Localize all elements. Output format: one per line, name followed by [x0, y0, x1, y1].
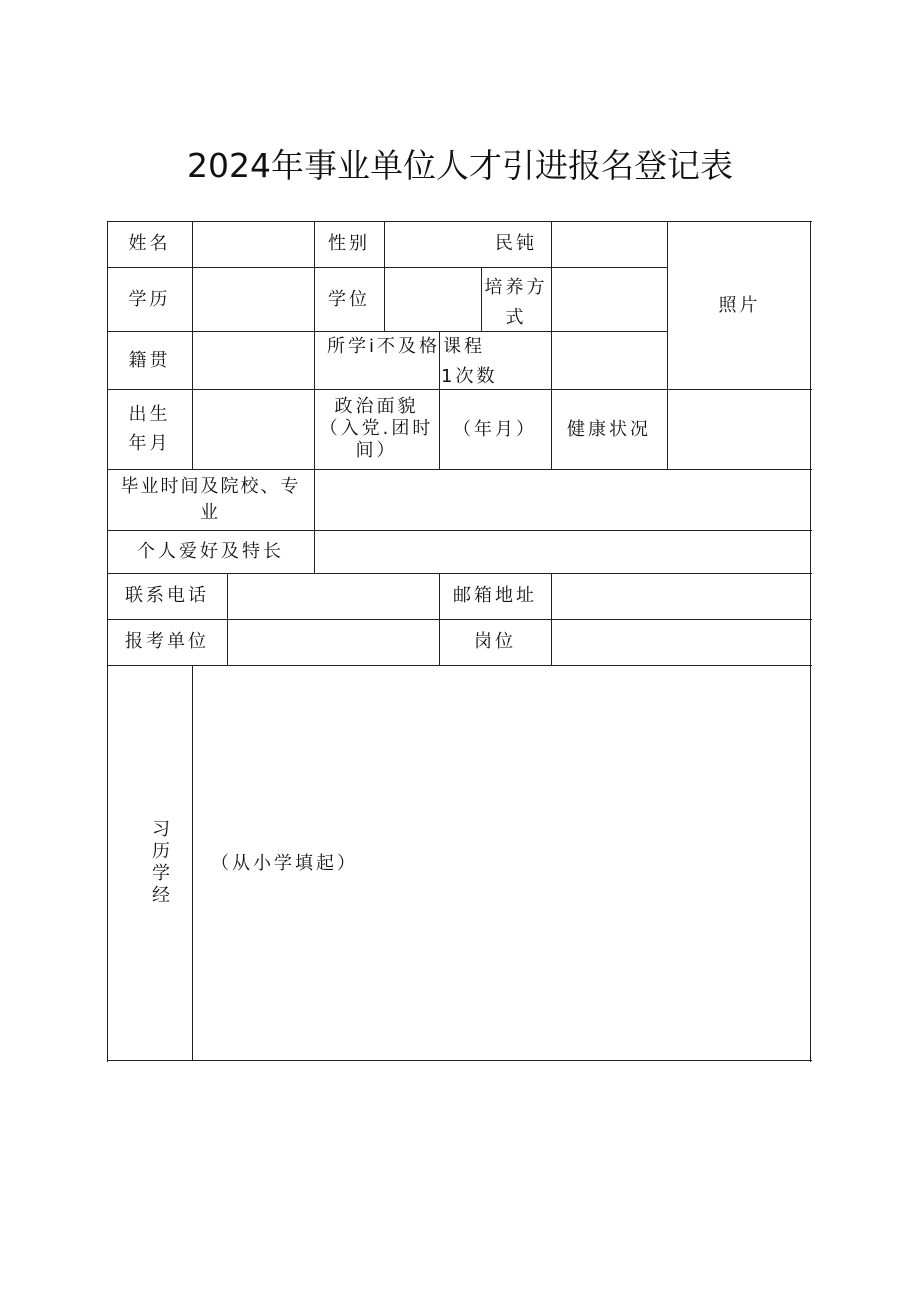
year-month-hint[interactable]: （年月）: [453, 419, 537, 440]
native-place-field[interactable]: [194, 333, 312, 387]
border-bottom: [107, 1060, 812, 1061]
birth-field[interactable]: [194, 391, 312, 467]
study-history-field[interactable]: [194, 667, 809, 1059]
health-field[interactable]: [669, 391, 809, 467]
position-label: 岗位: [474, 631, 516, 652]
degree-label: 学位: [328, 289, 370, 310]
position-field[interactable]: [553, 621, 809, 663]
failed-courses-label: 所学i不及格: [327, 336, 441, 357]
graduation-label-2: 业: [200, 502, 221, 523]
applied-unit-label: 报考单位: [125, 631, 209, 652]
applied-unit-field[interactable]: [229, 621, 437, 663]
education-label: 学历: [128, 289, 171, 310]
graduation-label: 毕业时间及院校、专: [120, 476, 301, 497]
gender-label: 性别: [328, 233, 370, 254]
birth-label-2: 年月: [128, 433, 171, 454]
name-label: 姓名: [128, 233, 171, 254]
hobbies-field[interactable]: [316, 532, 809, 571]
name-field[interactable]: [194, 223, 312, 265]
phone-field[interactable]: [229, 575, 437, 617]
email-field[interactable]: [553, 575, 809, 617]
hobbies-label: 个人爱好及特长: [137, 541, 284, 562]
training-mode-label: 培养方: [484, 277, 548, 298]
health-label: 健康状况: [567, 419, 651, 440]
failed-courses-label-2: 课程: [443, 336, 485, 357]
native-place-label: 籍贯: [128, 350, 171, 371]
study-history-label: 习历学经: [152, 819, 170, 906]
phone-label: 联系电话: [125, 585, 209, 606]
political-label-3: 间）: [355, 440, 398, 461]
degree-field[interactable]: [386, 269, 479, 329]
photo-field[interactable]: [669, 223, 809, 387]
registration-form: [107, 221, 812, 1062]
ethnicity-label: 民钝: [495, 233, 537, 254]
graduation-field[interactable]: [316, 471, 809, 528]
ethnicity-field[interactable]: [553, 223, 665, 265]
training-mode-field[interactable]: [553, 269, 665, 329]
failed-courses-field[interactable]: [553, 333, 665, 387]
political-label-2: （入党.团时: [319, 418, 434, 439]
photo-label: 照片: [718, 295, 761, 316]
border-right: [810, 221, 811, 1062]
political-label: 政治面貌: [334, 396, 419, 417]
page-title: 2024年事业单位人才引进报名登记表: [187, 146, 733, 185]
failed-courses-label-3: 1次数: [441, 366, 498, 387]
training-mode-label-2: 式: [505, 307, 527, 328]
study-history-hint[interactable]: （从小学填起）: [211, 853, 358, 874]
birth-label: 出生: [128, 404, 171, 425]
education-field[interactable]: [194, 269, 312, 329]
email-label: 邮箱地址: [453, 585, 537, 606]
